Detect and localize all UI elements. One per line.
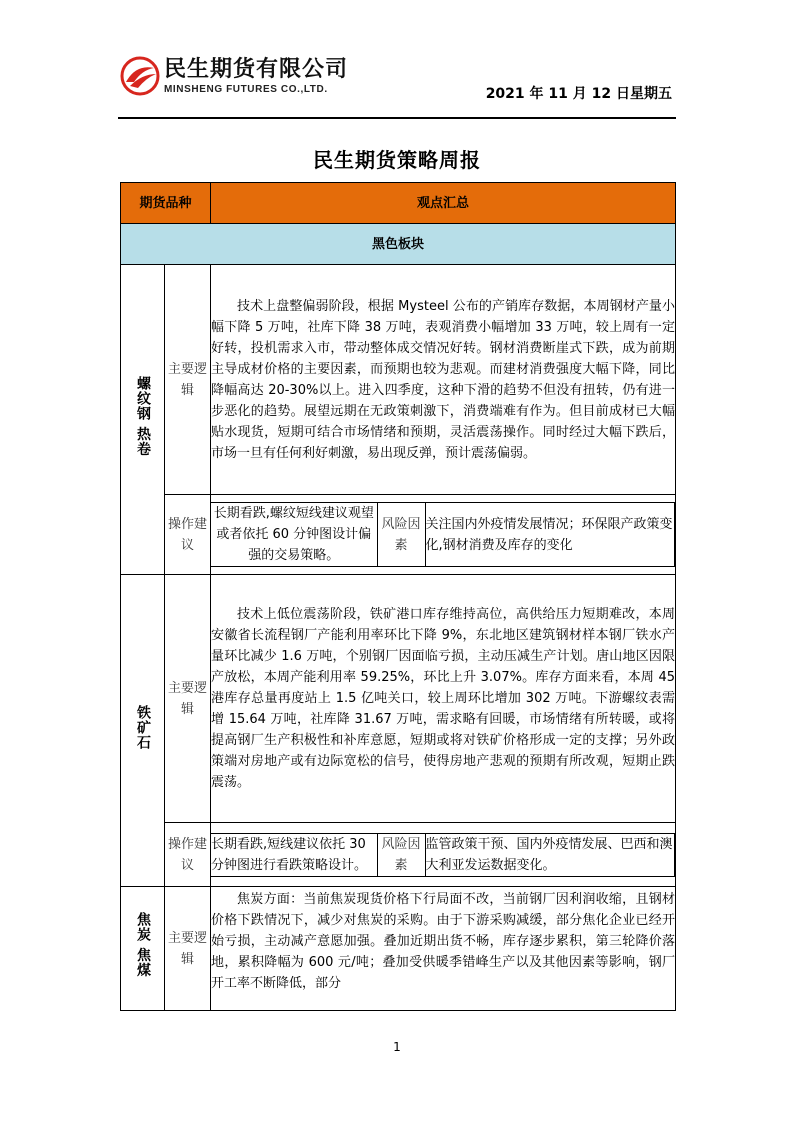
risk-text: 监管政策干预、国内外疫情发展、巴西和澳大利亚发运数据变化。 (425, 833, 675, 876)
variety-name: 螺纹钢 热卷 (135, 375, 151, 457)
operation-label: 操作建议 (165, 823, 211, 887)
risk-label: 风险因素 (377, 833, 425, 876)
variety-cell (121, 265, 165, 575)
company-logo (120, 52, 370, 104)
logic-label: 主要逻辑 (165, 887, 211, 1011)
variety-cell (121, 575, 165, 887)
sector-row (121, 224, 676, 265)
logic-label: 主要逻辑 (165, 265, 211, 495)
logic-text: 焦炭方面：当前焦炭现货价格下行局面不改，当前钢厂因利润收缩，且钢材价格下跌情况下，减少对焦炭的采购。由于下游采购减缓，部分焦化企业已经开始亏损，主动减产意愿加强。叠加近期出货不畅，库存逐步累积，第三轮降价落地，累积降幅为 600 元/吨；叠加受供暖季错峰生产以及其他因素等影响，钢厂开工率不断降低，部分 (211, 887, 676, 1011)
operation-text: 长期看跌,短线建议依托 30 分钟图进行看跌策略设计。 (211, 833, 377, 876)
logic-label: 主要逻辑 (165, 575, 211, 823)
table-header-row (121, 183, 676, 224)
risk-label: 风险因素 (377, 503, 425, 567)
table-row (121, 575, 676, 823)
table-row (121, 495, 676, 575)
header-divider (118, 117, 676, 119)
operation-label: 操作建议 (165, 495, 211, 575)
variety-name: 焦炭 焦煤 (135, 912, 151, 978)
report-date: 2021 年 11 月 12 日星期五 (485, 86, 672, 102)
company-name-cn: 民生期货有限公司 (164, 57, 349, 82)
risk-text: 关注国内外疫情发展情况；环保限产政策变化,钢材消费及库存的变化 (425, 503, 675, 567)
variety-cell (121, 887, 165, 1011)
table-row (121, 823, 676, 887)
header-variety: 期货品种 (121, 183, 211, 224)
operation-text: 长期看跌,螺纹短线建议观望或者依托 60 分钟图设计偏强的交易策略。 (211, 503, 377, 567)
sector-title: 黑色板块 (121, 224, 676, 265)
strategy-table (120, 182, 676, 1011)
logic-text: 技术上低位震荡阶段，铁矿港口库存维持高位，高供给压力短期难改，本周安徽省长流程钢厂产能利用率环比下降 9%，东北地区建筑钢材样本钢厂铁水产量环比减少 1.6 万吨，个别钢厂因面临亏损，主动压减生产计划。唐山地区因限产放松，本周产能利用率 59.25%，环比上升 3.07%。库存方面来看，本周 45 港库存总量再度站上 1.5 亿吨关口，较上周环比增加 302 万吨。下游螺纹表需增 15.64 万吨，社库降 31.67 万吨，需求略有回暖，市场情绪有所转暖，或将提高钢厂生产积极性和补库意愿，短期或将对铁矿价格形成一定的支撑；另外政策端对房地产或有边际宽松的信号，使得房地产悲观的预期有所改观，短期止跌震荡。 (211, 575, 676, 823)
page-number: 1 (393, 1040, 401, 1054)
variety-name: 铁矿石 (135, 704, 151, 750)
page-title: 民生期货策略周报 (313, 148, 481, 172)
table-row (121, 887, 676, 1011)
minsheng-logo-icon (120, 56, 160, 96)
logic-text: 技术上盘整偏弱阶段，根据 Mysteel 公布的产销库存数据，本周钢材产量小幅下降 5 万吨，社库下降 38 万吨，表观消费小幅增加 33 万吨，较上周有一定好转，投机需求入市，带动整体成交情况好转。钢材消费断崖式下跌，成为前期主导成材价格的主要因素，而预期也较为悲观。而建材消费强度大幅下降，同比降幅高达 20-30%以上。进入四季度，这种下滑的趋势不但没有扭转，仍有进一步恶化的趋势。展望远期在无政策刺激下，消费端难有作为。但目前成材已大幅贴水现货，短期可结合市场情绪和预期，灵活震荡操作。同时经过大幅下跌后，市场一旦有任何利好刺激，易出现反弹，预计震荡偏弱。 (211, 265, 676, 495)
header-summary: 观点汇总 (211, 183, 676, 224)
company-name-en: MINSHENG FUTURES CO.,LTD. (164, 84, 328, 95)
table-row (121, 265, 676, 495)
